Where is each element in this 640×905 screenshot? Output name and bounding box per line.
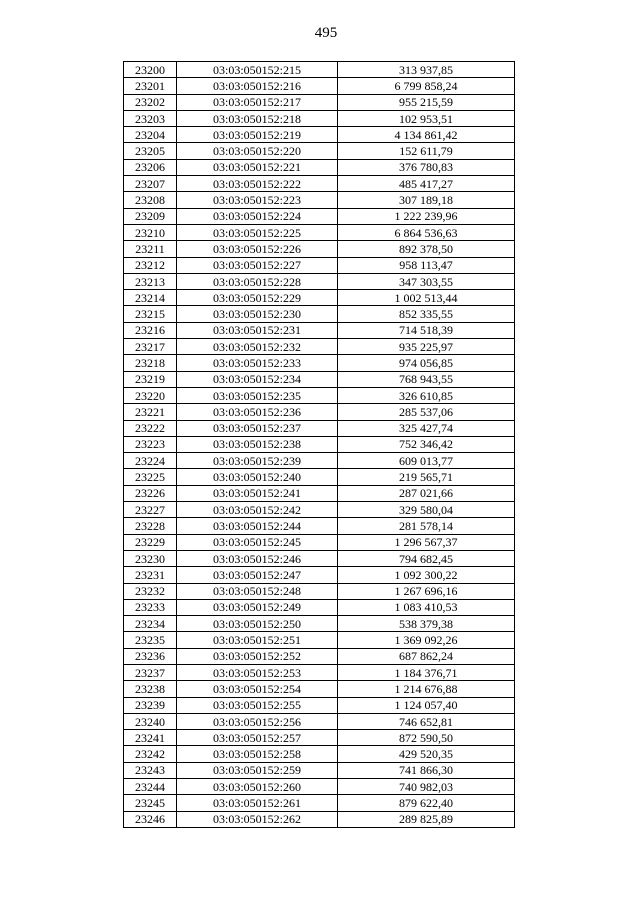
- row-number-cell: 23231: [124, 567, 177, 583]
- table-row: [124, 306, 515, 322]
- cadastral-number-cell: 03:03:050152:218: [177, 110, 338, 126]
- value-cell: 768 943,55: [338, 371, 515, 387]
- table-row: [124, 583, 515, 599]
- value-cell: 6 799 858,24: [338, 78, 515, 94]
- table-row: [124, 518, 515, 534]
- value-cell: 609 013,77: [338, 453, 515, 469]
- cadastral-number-cell: 03:03:050152:261: [177, 795, 338, 811]
- table-row: [124, 371, 515, 387]
- row-number-cell: 23204: [124, 127, 177, 143]
- table-row: [124, 355, 515, 371]
- cadastral-number-cell: 03:03:050152:221: [177, 159, 338, 175]
- cadastral-number-cell: 03:03:050152:248: [177, 583, 338, 599]
- cadastral-number-cell: 03:03:050152:222: [177, 176, 338, 192]
- row-number-cell: 23215: [124, 306, 177, 322]
- value-cell: 102 953,51: [338, 110, 515, 126]
- value-cell: 289 825,89: [338, 811, 515, 827]
- cadastral-number-cell: 03:03:050152:258: [177, 746, 338, 762]
- row-number-cell: 23218: [124, 355, 177, 371]
- table-row: [124, 273, 515, 289]
- row-number-cell: 23242: [124, 746, 177, 762]
- value-cell: 741 866,30: [338, 762, 515, 778]
- row-number-cell: 23235: [124, 632, 177, 648]
- table-row: [124, 453, 515, 469]
- row-number-cell: 23205: [124, 143, 177, 159]
- row-number-cell: 23216: [124, 322, 177, 338]
- cadastral-number-cell: 03:03:050152:255: [177, 697, 338, 713]
- value-cell: 958 113,47: [338, 257, 515, 273]
- cadastral-number-cell: 03:03:050152:256: [177, 713, 338, 729]
- row-number-cell: 23217: [124, 339, 177, 355]
- cadastral-number-cell: 03:03:050152:239: [177, 453, 338, 469]
- value-cell: 1 083 410,53: [338, 599, 515, 615]
- value-cell: 879 622,40: [338, 795, 515, 811]
- row-number-cell: 23221: [124, 404, 177, 420]
- row-number-cell: 23210: [124, 224, 177, 240]
- row-number-cell: 23209: [124, 208, 177, 224]
- cadastral-number-cell: 03:03:050152:216: [177, 78, 338, 94]
- value-cell: 326 610,85: [338, 387, 515, 403]
- value-cell: 892 378,50: [338, 241, 515, 257]
- value-cell: 714 518,39: [338, 322, 515, 338]
- cadastral-number-cell: 03:03:050152:229: [177, 290, 338, 306]
- value-cell: 1 267 696,16: [338, 583, 515, 599]
- cadastral-number-cell: 03:03:050152:230: [177, 306, 338, 322]
- row-number-cell: 23202: [124, 94, 177, 110]
- row-number-cell: 23244: [124, 779, 177, 795]
- table-row: [124, 339, 515, 355]
- table-row: [124, 779, 515, 795]
- cadastral-number-cell: 03:03:050152:247: [177, 567, 338, 583]
- value-cell: 1 222 239,96: [338, 208, 515, 224]
- row-number-cell: 23203: [124, 110, 177, 126]
- row-number-cell: 23232: [124, 583, 177, 599]
- table-row: [124, 469, 515, 485]
- table-row: [124, 62, 515, 78]
- value-cell: 974 056,85: [338, 355, 515, 371]
- table-row: [124, 176, 515, 192]
- cadastral-number-cell: 03:03:050152:237: [177, 420, 338, 436]
- cadastral-number-cell: 03:03:050152:253: [177, 664, 338, 680]
- table-row: [124, 127, 515, 143]
- row-number-cell: 23224: [124, 453, 177, 469]
- value-cell: 287 021,66: [338, 485, 515, 501]
- cadastral-number-cell: 03:03:050152:235: [177, 387, 338, 403]
- row-number-cell: 23237: [124, 664, 177, 680]
- row-number-cell: 23225: [124, 469, 177, 485]
- table-row: [124, 746, 515, 762]
- table-row: [124, 648, 515, 664]
- row-number-cell: 23226: [124, 485, 177, 501]
- value-cell: 955 215,59: [338, 94, 515, 110]
- cadastral-number-cell: 03:03:050152:231: [177, 322, 338, 338]
- table-row: [124, 795, 515, 811]
- cadastral-number-cell: 03:03:050152:223: [177, 192, 338, 208]
- row-number-cell: 23246: [124, 811, 177, 827]
- value-cell: 746 652,81: [338, 713, 515, 729]
- table-row: [124, 94, 515, 110]
- value-cell: 1 124 057,40: [338, 697, 515, 713]
- value-cell: 376 780,83: [338, 159, 515, 175]
- table-row: [124, 664, 515, 680]
- row-number-cell: 23214: [124, 290, 177, 306]
- value-cell: 219 565,71: [338, 469, 515, 485]
- table-row: [124, 192, 515, 208]
- cadastral-number-cell: 03:03:050152:238: [177, 436, 338, 452]
- row-number-cell: 23220: [124, 387, 177, 403]
- cadastral-number-cell: 03:03:050152:259: [177, 762, 338, 778]
- value-cell: 1 214 676,88: [338, 681, 515, 697]
- cadastral-value-table: [123, 61, 515, 828]
- cadastral-number-cell: 03:03:050152:244: [177, 518, 338, 534]
- value-cell: 538 379,38: [338, 616, 515, 632]
- row-number-cell: 23208: [124, 192, 177, 208]
- value-cell: 1 184 376,71: [338, 664, 515, 680]
- row-number-cell: 23227: [124, 502, 177, 518]
- table-row: [124, 762, 515, 778]
- table-row: [124, 241, 515, 257]
- cadastral-number-cell: 03:03:050152:241: [177, 485, 338, 501]
- value-cell: 429 520,35: [338, 746, 515, 762]
- value-cell: 285 537,06: [338, 404, 515, 420]
- cadastral-number-cell: 03:03:050152:246: [177, 550, 338, 566]
- value-cell: 281 578,14: [338, 518, 515, 534]
- value-cell: 313 937,85: [338, 62, 515, 78]
- row-number-cell: 23239: [124, 697, 177, 713]
- cadastral-number-cell: 03:03:050152:250: [177, 616, 338, 632]
- value-cell: 307 189,18: [338, 192, 515, 208]
- cadastral-number-cell: 03:03:050152:262: [177, 811, 338, 827]
- table-row: [124, 681, 515, 697]
- table-row: [124, 697, 515, 713]
- cadastral-number-cell: 03:03:050152:224: [177, 208, 338, 224]
- table-row: [124, 110, 515, 126]
- table-row: [124, 322, 515, 338]
- row-number-cell: 23243: [124, 762, 177, 778]
- cadastral-number-cell: 03:03:050152:226: [177, 241, 338, 257]
- value-cell: 6 864 536,63: [338, 224, 515, 240]
- cadastral-number-cell: 03:03:050152:234: [177, 371, 338, 387]
- table-row: [124, 567, 515, 583]
- table-row: [124, 436, 515, 452]
- table-row: [124, 550, 515, 566]
- row-number-cell: 23229: [124, 534, 177, 550]
- cadastral-number-cell: 03:03:050152:257: [177, 730, 338, 746]
- value-cell: 1 369 092,26: [338, 632, 515, 648]
- table-row: [124, 616, 515, 632]
- table-row: [124, 713, 515, 729]
- row-number-cell: 23211: [124, 241, 177, 257]
- value-cell: 152 611,79: [338, 143, 515, 159]
- cadastral-number-cell: 03:03:050152:249: [177, 599, 338, 615]
- table-row: [124, 257, 515, 273]
- row-number-cell: 23219: [124, 371, 177, 387]
- row-number-cell: 23240: [124, 713, 177, 729]
- table-row: [124, 208, 515, 224]
- row-number-cell: 23234: [124, 616, 177, 632]
- cadastral-number-cell: 03:03:050152:242: [177, 502, 338, 518]
- row-number-cell: 23230: [124, 550, 177, 566]
- row-number-cell: 23201: [124, 78, 177, 94]
- cadastral-number-cell: 03:03:050152:252: [177, 648, 338, 664]
- row-number-cell: 23245: [124, 795, 177, 811]
- table-row: [124, 632, 515, 648]
- table-row: [124, 224, 515, 240]
- value-cell: 4 134 861,42: [338, 127, 515, 143]
- cadastral-number-cell: 03:03:050152:245: [177, 534, 338, 550]
- value-cell: 794 682,45: [338, 550, 515, 566]
- row-number-cell: 23241: [124, 730, 177, 746]
- value-cell: 1 296 567,37: [338, 534, 515, 550]
- value-cell: 687 862,24: [338, 648, 515, 664]
- cadastral-number-cell: 03:03:050152:254: [177, 681, 338, 697]
- cadastral-number-cell: 03:03:050152:217: [177, 94, 338, 110]
- table-row: [124, 143, 515, 159]
- value-cell: 329 580,04: [338, 502, 515, 518]
- table-row: [124, 404, 515, 420]
- row-number-cell: 23212: [124, 257, 177, 273]
- cadastral-number-cell: 03:03:050152:260: [177, 779, 338, 795]
- row-number-cell: 23236: [124, 648, 177, 664]
- table-row: [124, 534, 515, 550]
- row-number-cell: 23233: [124, 599, 177, 615]
- value-cell: 325 427,74: [338, 420, 515, 436]
- value-cell: 935 225,97: [338, 339, 515, 355]
- cadastral-number-cell: 03:03:050152:232: [177, 339, 338, 355]
- cadastral-number-cell: 03:03:050152:220: [177, 143, 338, 159]
- row-number-cell: 23207: [124, 176, 177, 192]
- page-number: 495: [314, 25, 338, 41]
- value-cell: 1 092 300,22: [338, 567, 515, 583]
- row-number-cell: 23238: [124, 681, 177, 697]
- table-row: [124, 159, 515, 175]
- row-number-cell: 23206: [124, 159, 177, 175]
- cadastral-number-cell: 03:03:050152:215: [177, 62, 338, 78]
- value-cell: 347 303,55: [338, 273, 515, 289]
- table-row: [124, 502, 515, 518]
- cadastral-number-cell: 03:03:050152:225: [177, 224, 338, 240]
- table-row: [124, 599, 515, 615]
- table-row: [124, 730, 515, 746]
- row-number-cell: 23228: [124, 518, 177, 534]
- table-row: [124, 485, 515, 501]
- table-row: [124, 420, 515, 436]
- table-row: [124, 811, 515, 827]
- value-cell: 852 335,55: [338, 306, 515, 322]
- cadastral-number-cell: 03:03:050152:228: [177, 273, 338, 289]
- cadastral-number-cell: 03:03:050152:236: [177, 404, 338, 420]
- row-number-cell: 23222: [124, 420, 177, 436]
- value-cell: 752 346,42: [338, 436, 515, 452]
- value-cell: 1 002 513,44: [338, 290, 515, 306]
- cadastral-number-cell: 03:03:050152:240: [177, 469, 338, 485]
- row-number-cell: 23200: [124, 62, 177, 78]
- cadastral-number-cell: 03:03:050152:233: [177, 355, 338, 371]
- row-number-cell: 23213: [124, 273, 177, 289]
- table-row: [124, 290, 515, 306]
- cadastral-number-cell: 03:03:050152:227: [177, 257, 338, 273]
- value-cell: 740 982,03: [338, 779, 515, 795]
- value-cell: 872 590,50: [338, 730, 515, 746]
- cadastral-number-cell: 03:03:050152:219: [177, 127, 338, 143]
- value-cell: 485 417,27: [338, 176, 515, 192]
- row-number-cell: 23223: [124, 436, 177, 452]
- cadastral-number-cell: 03:03:050152:251: [177, 632, 338, 648]
- table-body: [124, 62, 515, 828]
- table-row: [124, 387, 515, 403]
- table-row: [124, 78, 515, 94]
